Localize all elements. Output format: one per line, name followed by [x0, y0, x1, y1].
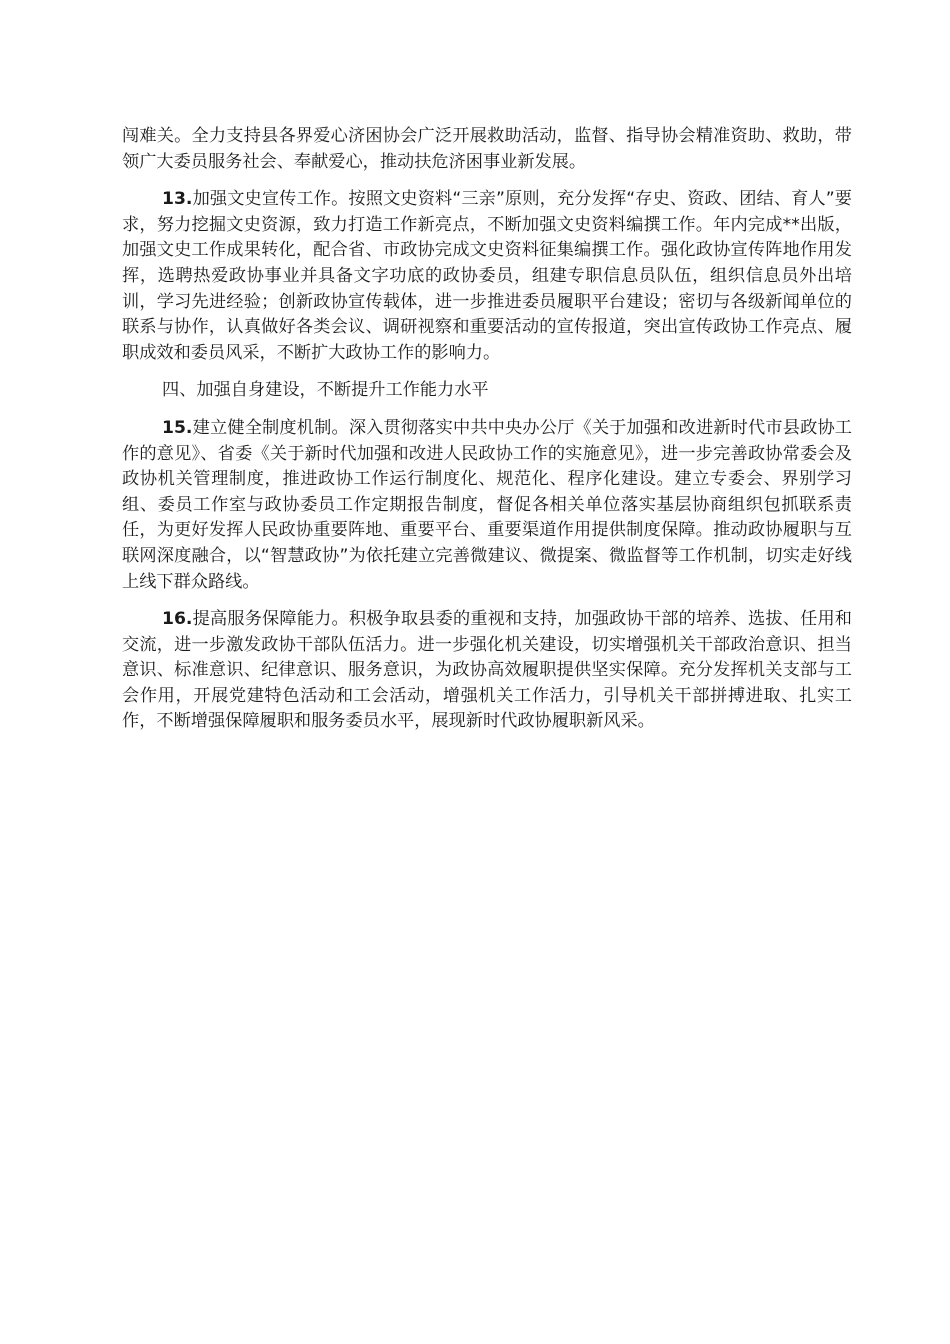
paragraph-number: 16. — [162, 609, 193, 630]
document-page — [122, 124, 852, 747]
paragraph-text: 加强文史宣传工作。按照文史资料“三亲”原则，充分发挥“存史、资政、团结、育人”要求，努力挖掘文史资源，致力打造工作新亮点，不断加强文史资料编撰工作。年内完成**出版，加强文史工作成果转化，配合省、市政协完成文史资料征集编撰工作。强化政协宣传阵地作用发挥，选聘热爱政协事业并具备文字功底的政协委员，组建专职信息员队伍，组织信息员外出培训，学习先进经验；创新政协宣传载体，进一步推进委员履职平台建设；密切与各级新闻单位的联系与协作，认真做好各类会议、调研视察和重要活动的宣传报道，突出宣传政协工作亮点、履职成效和委员风采，不断扩大政协工作的影响力。 — [122, 189, 852, 363]
paragraph-continuation — [122, 124, 852, 175]
paragraph-number: 15. — [162, 417, 193, 438]
paragraph-text: 闯难关。全力支持县各界爱心济困协会广泛开展救助活动，监督、指导协会精准资助、救助，带领广大委员服务社会、奉献爱心，推动扶危济困事业新发展。 — [122, 126, 852, 172]
paragraph-text: 提高服务保障能力。积极争取县委的重视和支持，加强政协干部的培养、选拔、任用和交流，进一步激发政协干部队伍活力。进一步强化机关建设，切实增强机关干部政治意识、担当意识、标准意识、纪律意识、服务意识，为政协高效履职提供坚实保障。充分发挥机关支部与工会作用，开展党建特色活动和工会活动，增强机关工作活力，引导机关干部拼搏进取、扎实工作，不断增强保障履职和服务委员水平，展现新时代政协履职新风采。 — [122, 609, 852, 732]
paragraph-16 — [122, 607, 852, 735]
paragraph-number: 13. — [162, 189, 193, 210]
paragraph-text: 建立健全制度机制。深入贯彻落实中共中央办公厅《关于加强和改进新时代市县政协工作的意见》、省委《关于新时代加强和改进人民政协工作的实施意见》，进一步完善政协常委会及政协机关管理制度，推进政协工作运行制度化、规范化、程序化建设。建立专委会、界别学习组、委员工作室与政协委员工作定期报告制度，督促各相关单位落实基层协商组织包抓联系责任，为更好发挥人民政协重要阵地、重要平台、重要渠道作用提供制度保障。推动政协履职与互联网深度融合，以“智慧政协”为依托建立完善微建议、微提案、微监督等工作机制，切实走好线上线下群众路线。 — [122, 417, 852, 592]
section-heading: 四、加强自身建设，不断提升工作能力水平 — [162, 380, 489, 401]
paragraph-13 — [122, 187, 852, 366]
paragraph-15 — [122, 416, 852, 595]
